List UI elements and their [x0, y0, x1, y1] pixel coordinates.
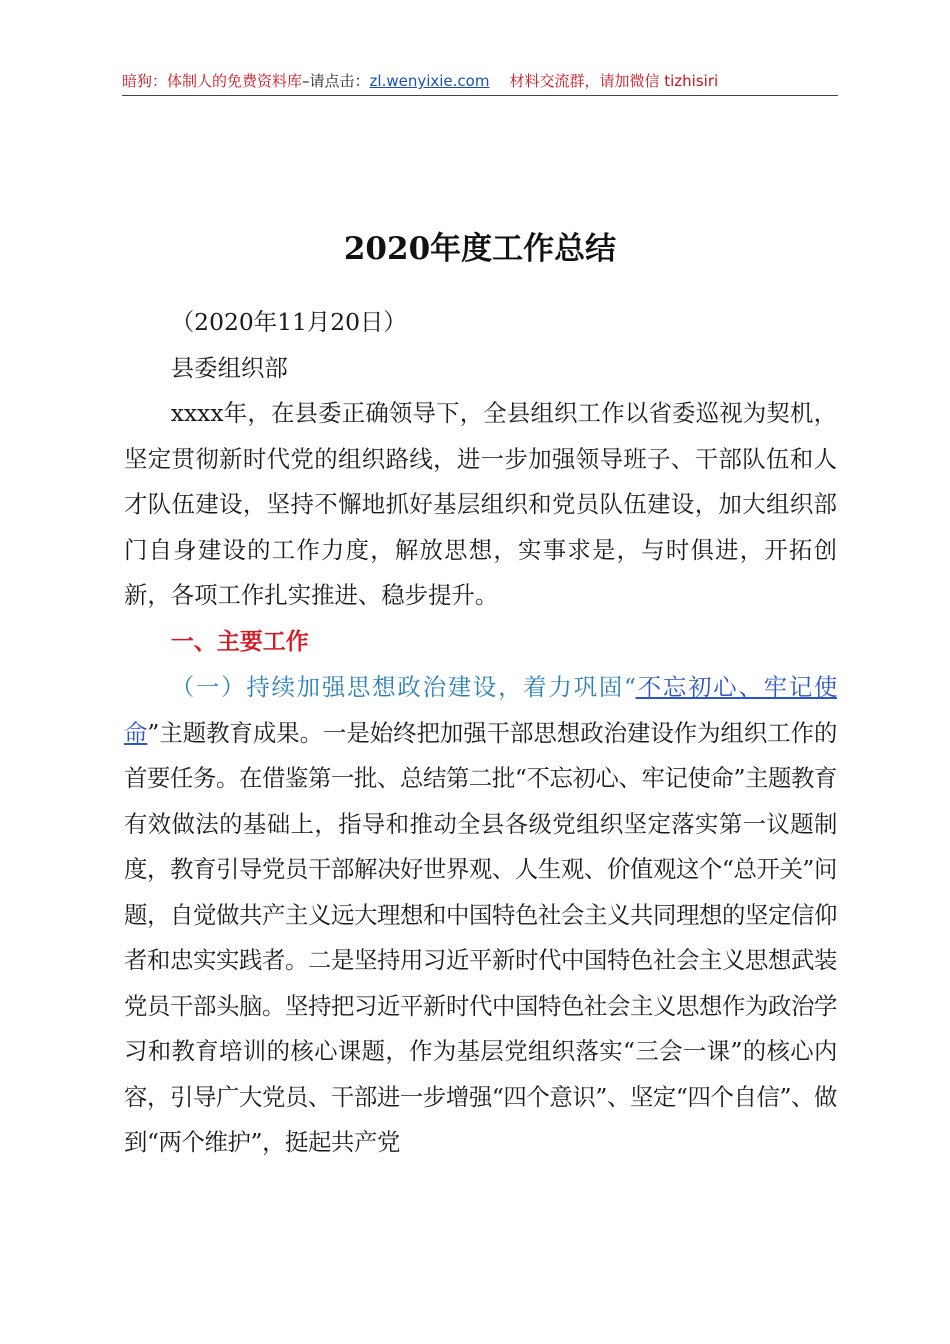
section-heading: [124, 619, 837, 666]
subsection-1-paragraph: [124, 665, 837, 1166]
header-link[interactable]: zl.wenyixie.com: [369, 72, 490, 90]
theme-education-link[interactable]: 不忘初心、牢记使命: [124, 673, 837, 747]
document-date: （2020年11月20日）: [170, 308, 407, 336]
section-1-heading: 一、主要工作: [170, 628, 309, 655]
document-title: 2020年度工作总结: [343, 231, 617, 267]
header-contact: 材料交流群，请加微信 tizhisiri: [509, 72, 719, 90]
document-body: [124, 300, 837, 1166]
subsection-1-heading: （一）持续加强思想政治建设，着力巩固“: [170, 673, 636, 701]
header-divider: [122, 95, 838, 96]
header-prompt: –请点击：: [302, 72, 370, 90]
document-author: 县委组织部: [170, 353, 288, 382]
subsection-1-body: ”主题教育成果。一是始终把加强干部思想政治建设作为组织工作的首要任务。在借鉴第一批、总结第二批“不忘初心、牢记使命”主题教育有效做法的基础上，指导和推动全县各级党组织坚定落实第一议题制度，教育引导党员干部解决好世界观、人生观、价值观这个“总开关”问题，自觉做共产主义远大理想和中国特色社会主义共同理想的坚定信仰者和忠实实践者。二是坚持用习近平新时代中国特色社会主义思想武装党员干部头脑。坚持把习近平新时代中国特色社会主义思想作为政治学习和教育培训的核心课题，作为基层党组织落实“三会一课”的核心内容，引导广大党员、干部进一步增强“四个意识”、坚定“四个自信”、做到“两个维护”，挺起共产党: [124, 718, 837, 1156]
header-promo: 暗狗：体制人的免费资料库: [122, 72, 303, 90]
intro-paragraph: xxxx年，在县委正确领导下，全县组织工作以省委巡视为契机，坚定贯彻新时代党的组织路线，进一步加强领导班子、干部队伍和人才队伍建设，坚持不懈地抓好基层组织和党员队伍建设，加大组织部门自身建设的工作力度，解放思想，实事求是，与时俱进，开拓创新，各项工作扎实推进、稳步提升。: [124, 399, 837, 609]
page-header: [122, 68, 838, 94]
